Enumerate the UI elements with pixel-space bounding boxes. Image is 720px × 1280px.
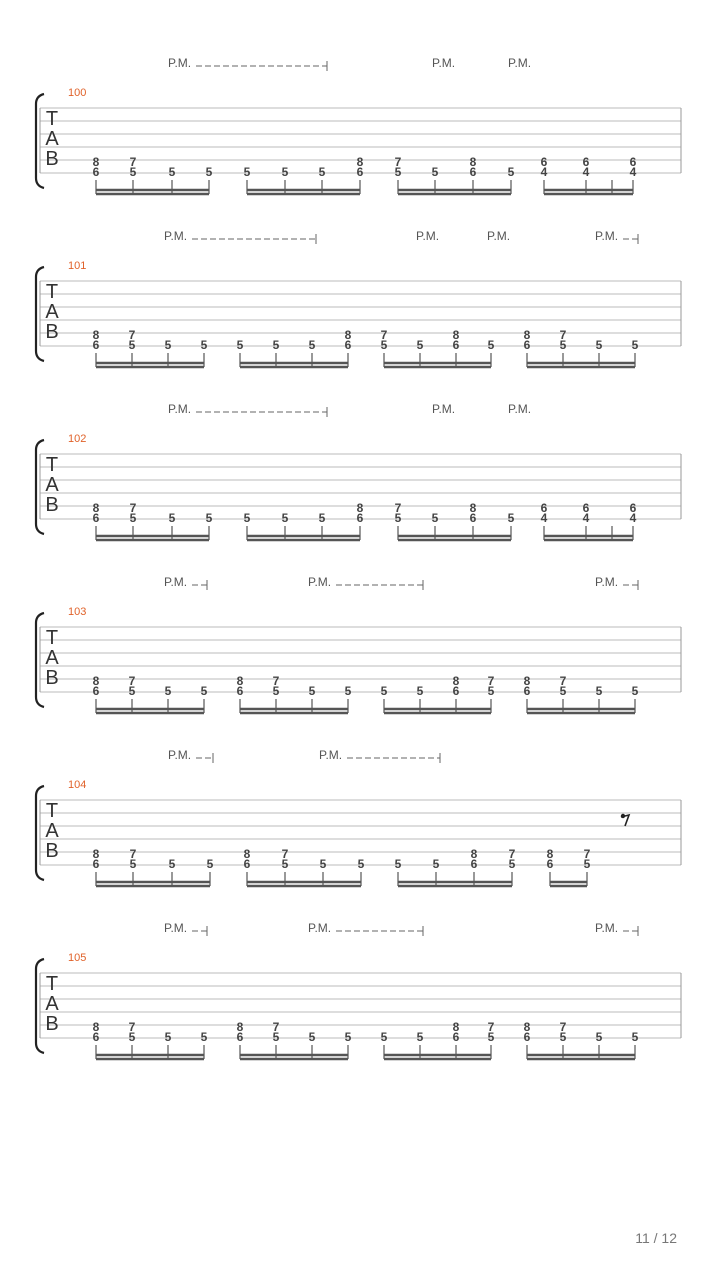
palm-mute-label: P.M. — [595, 575, 619, 589]
tab-clef-letter: T — [45, 108, 59, 130]
fret-number: 8 — [452, 674, 460, 688]
fret-number: 6 — [356, 511, 364, 525]
fret-number: 6 — [540, 501, 548, 515]
bar-number: 105 — [68, 952, 87, 964]
fret-number: 4 — [629, 511, 637, 525]
fret-number: 5 — [631, 684, 639, 698]
fret-number: 6 — [92, 684, 100, 698]
fret-number: 5 — [272, 684, 280, 698]
fret-number: 5 — [129, 511, 137, 525]
fret-number: 6 — [236, 1030, 244, 1044]
bar-number: 101 — [68, 260, 87, 272]
fret-number: 6 — [469, 511, 477, 525]
fret-number: 8 — [236, 1020, 244, 1034]
fret-number: 5 — [205, 511, 213, 525]
fret-number: 7 — [129, 847, 137, 861]
fret-number: 5 — [168, 165, 176, 179]
page-number: 11 / 12 — [635, 1230, 677, 1246]
tab-clef-letter: A — [45, 474, 59, 496]
palm-mute-label: P.M. — [595, 229, 619, 243]
fret-number: 8 — [523, 1020, 531, 1034]
tab-clef-letter: A — [45, 993, 59, 1015]
fret-number: 8 — [452, 1020, 460, 1034]
fret-number: 5 — [595, 338, 603, 352]
fret-number: 6 — [243, 857, 251, 871]
tab-clef-letter: B — [45, 148, 59, 170]
fret-number: 7 — [583, 847, 591, 861]
fret-number: 5 — [205, 165, 213, 179]
fret-number: 5 — [631, 1030, 639, 1044]
fret-number: 7 — [559, 1020, 567, 1034]
fret-number: 5 — [631, 338, 639, 352]
fret-number: 5 — [200, 338, 208, 352]
fret-number: 5 — [236, 338, 244, 352]
fret-number: 5 — [380, 1030, 388, 1044]
fret-number: 5 — [200, 1030, 208, 1044]
fret-number: 5 — [344, 684, 352, 698]
bar-number: 102 — [68, 433, 87, 445]
fret-number: 5 — [559, 338, 567, 352]
fret-number: 5 — [431, 511, 439, 525]
palm-mute-label: P.M. — [432, 56, 456, 70]
palm-mute-label: P.M. — [168, 56, 192, 70]
palm-mute-label: P.M. — [595, 921, 619, 935]
palm-mute-label: P.M. — [308, 575, 332, 589]
fret-number: 8 — [356, 501, 364, 515]
tab-clef-letter: B — [45, 840, 59, 862]
fret-number: 7 — [129, 155, 137, 169]
fret-number: 4 — [540, 165, 548, 179]
palm-mute-label: P.M. — [319, 748, 343, 762]
fret-number: 6 — [344, 338, 352, 352]
tab-clef-letter: B — [45, 494, 59, 516]
fret-number: 5 — [344, 1030, 352, 1044]
fret-number: 5 — [168, 857, 176, 871]
fret-number: 5 — [243, 511, 251, 525]
tab-clef-letter: A — [45, 128, 59, 150]
palm-mute-label: P.M. — [487, 229, 511, 243]
palm-mute-label: P.M. — [416, 229, 440, 243]
fret-number: 4 — [629, 165, 637, 179]
fret-number: 5 — [128, 684, 136, 698]
fret-number: 6 — [469, 165, 477, 179]
fret-number: 6 — [582, 155, 590, 169]
fret-number: 5 — [319, 857, 327, 871]
fret-number: 8 — [92, 674, 100, 688]
fret-number: 8 — [92, 847, 100, 861]
fret-number: 7 — [128, 328, 136, 342]
fret-number: 8 — [452, 328, 460, 342]
fret-number: 5 — [272, 1030, 280, 1044]
tab-clef-letter: T — [45, 281, 59, 303]
fret-number: 7 — [487, 674, 495, 688]
fret-number: 7 — [559, 328, 567, 342]
fret-number: 5 — [168, 511, 176, 525]
fret-number: 8 — [523, 674, 531, 688]
fret-number: 4 — [582, 165, 590, 179]
fret-number: 7 — [394, 501, 402, 515]
tab-clef-letter: T — [45, 454, 59, 476]
tab-clef-letter: A — [45, 820, 59, 842]
palm-mute-label: P.M. — [164, 229, 188, 243]
fret-number: 8 — [92, 501, 100, 515]
fret-number: 6 — [92, 857, 100, 871]
fret-number: 5 — [318, 511, 326, 525]
tab-clef-letter: T — [45, 800, 59, 822]
tab-clef-letter: B — [45, 1013, 59, 1035]
palm-mute-label: P.M. — [432, 402, 456, 416]
fret-number: 6 — [470, 857, 478, 871]
fret-number: 6 — [452, 338, 460, 352]
fret-number: 7 — [394, 155, 402, 169]
fret-number: 5 — [507, 165, 515, 179]
fret-number: 5 — [487, 684, 495, 698]
bar-number: 100 — [68, 87, 87, 99]
tab-clef-letter: T — [45, 973, 59, 995]
fret-number: 5 — [380, 338, 388, 352]
fret-number: 8 — [469, 501, 477, 515]
fret-number: 5 — [487, 338, 495, 352]
fret-number: 5 — [595, 684, 603, 698]
fret-number: 6 — [356, 165, 364, 179]
fret-number: 7 — [487, 1020, 495, 1034]
fret-number: 8 — [469, 155, 477, 169]
fret-number: 7 — [508, 847, 516, 861]
tab-clef-letter: T — [45, 627, 59, 649]
fret-number: 7 — [272, 674, 280, 688]
palm-mute-label: P.M. — [168, 748, 192, 762]
fret-number: 5 — [416, 684, 424, 698]
fret-number: 5 — [394, 511, 402, 525]
fret-number: 6 — [582, 501, 590, 515]
fret-number: 6 — [546, 857, 554, 871]
fret-number: 5 — [129, 165, 137, 179]
fret-number: 5 — [164, 1030, 172, 1044]
fret-number: 4 — [540, 511, 548, 525]
fret-number: 5 — [308, 684, 316, 698]
fret-number: 6 — [452, 684, 460, 698]
fret-number: 8 — [356, 155, 364, 169]
fret-number: 7 — [128, 674, 136, 688]
fret-number: 8 — [92, 155, 100, 169]
fret-number: 5 — [128, 338, 136, 352]
fret-number: 8 — [92, 328, 100, 342]
fret-number: 5 — [357, 857, 365, 871]
fret-number: 8 — [470, 847, 478, 861]
fret-number: 5 — [394, 857, 402, 871]
fret-number: 5 — [206, 857, 214, 871]
palm-mute-label: P.M. — [164, 921, 188, 935]
fret-number: 7 — [380, 328, 388, 342]
fret-number: 5 — [431, 165, 439, 179]
fret-number: 5 — [559, 1030, 567, 1044]
fret-number: 5 — [508, 857, 516, 871]
fret-number: 5 — [318, 165, 326, 179]
fret-number: 8 — [546, 847, 554, 861]
fret-number: 5 — [281, 165, 289, 179]
rest-symbol — [621, 815, 629, 826]
fret-number: 5 — [487, 1030, 495, 1044]
fret-number: 5 — [128, 1030, 136, 1044]
fret-number: 6 — [92, 511, 100, 525]
fret-number: 6 — [523, 338, 531, 352]
fret-number: 5 — [308, 1030, 316, 1044]
fret-number: 5 — [416, 1030, 424, 1044]
tab-clef-letter: A — [45, 647, 59, 669]
fret-number: 5 — [380, 684, 388, 698]
fret-number: 7 — [272, 1020, 280, 1034]
fret-number: 4 — [582, 511, 590, 525]
fret-number: 8 — [92, 1020, 100, 1034]
fret-number: 6 — [92, 165, 100, 179]
fret-number: 5 — [394, 165, 402, 179]
fret-number: 5 — [308, 338, 316, 352]
palm-mute-label: P.M. — [508, 56, 532, 70]
fret-number: 5 — [595, 1030, 603, 1044]
fret-number: 5 — [164, 684, 172, 698]
fret-number: 5 — [583, 857, 591, 871]
fret-number: 5 — [129, 857, 137, 871]
fret-number: 5 — [559, 684, 567, 698]
fret-number: 8 — [344, 328, 352, 342]
tab-clef-letter: A — [45, 301, 59, 323]
fret-number: 8 — [236, 674, 244, 688]
bar-number: 104 — [68, 779, 87, 791]
fret-number: 7 — [559, 674, 567, 688]
palm-mute-label: P.M. — [508, 402, 532, 416]
fret-number: 6 — [540, 155, 548, 169]
fret-number: 5 — [164, 338, 172, 352]
tab-clef-letter: B — [45, 321, 59, 343]
palm-mute-label: P.M. — [164, 575, 188, 589]
fret-number: 6 — [523, 1030, 531, 1044]
fret-number: 7 — [129, 501, 137, 515]
fret-number: 5 — [507, 511, 515, 525]
fret-number: 5 — [281, 511, 289, 525]
tab-clef-letter: B — [45, 667, 59, 689]
fret-number: 8 — [523, 328, 531, 342]
fret-number: 6 — [629, 501, 637, 515]
fret-number: 5 — [243, 165, 251, 179]
fret-number: 6 — [523, 684, 531, 698]
fret-number: 6 — [452, 1030, 460, 1044]
bar-number: 103 — [68, 606, 87, 618]
fret-number: 5 — [432, 857, 440, 871]
fret-number: 6 — [92, 338, 100, 352]
fret-number: 5 — [416, 338, 424, 352]
fret-number: 7 — [281, 847, 289, 861]
palm-mute-label: P.M. — [168, 402, 192, 416]
fret-number: 5 — [281, 857, 289, 871]
fret-number: 8 — [243, 847, 251, 861]
fret-number: 7 — [128, 1020, 136, 1034]
fret-number: 6 — [92, 1030, 100, 1044]
fret-number: 5 — [272, 338, 280, 352]
fret-number: 6 — [629, 155, 637, 169]
palm-mute-label: P.M. — [308, 921, 332, 935]
fret-number: 5 — [200, 684, 208, 698]
fret-number: 6 — [236, 684, 244, 698]
